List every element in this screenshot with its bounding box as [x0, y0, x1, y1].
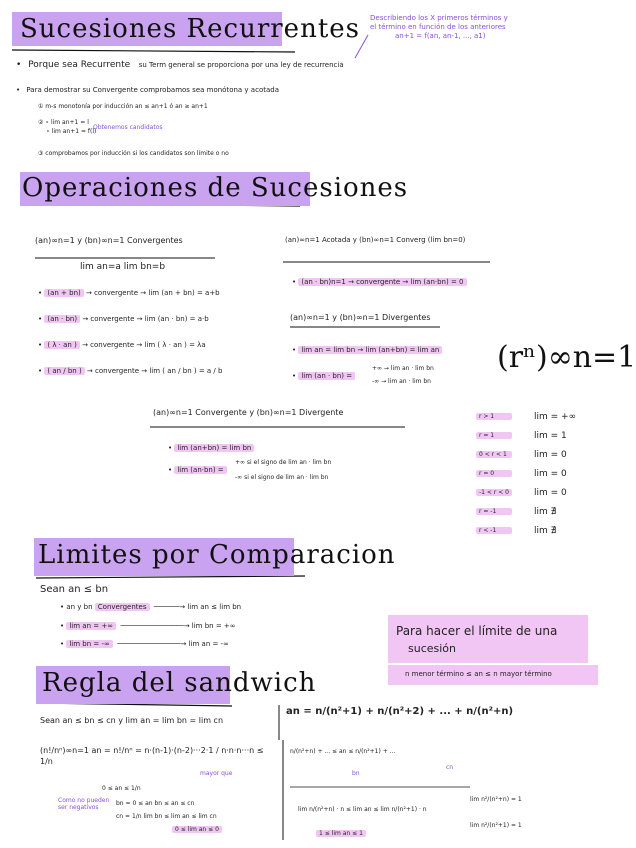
ops-row-3-expr: ( λ · an ): [44, 341, 79, 349]
sand-final: 1 ≤ lim an ≤ 1: [316, 830, 366, 837]
rn-row: [476, 445, 596, 464]
ops-right-row-text: (an · bn)n=1 → convergente → lim (an·bn) = 0: [298, 278, 466, 286]
comp-c1c: lim an ≤ lim bn: [187, 603, 242, 611]
rn-lim: lim = 0: [534, 468, 567, 479]
ops-div-1: • lim an = lim bn → lim (an+bn) = lim an: [292, 346, 442, 355]
sand-z4: 0 ≤ lim an ≤ 0: [172, 826, 222, 833]
ops-row-1: • (an + bn) → convergente → lim (an + bn) = a+b: [38, 289, 220, 297]
ops-rows: [38, 289, 222, 393]
rn-row: [476, 426, 596, 445]
ops-lims: lim an=a lim bn=b: [80, 262, 166, 272]
comp-c1b: Convergentes: [95, 603, 150, 611]
comp-row-3: • lim bn = -∞ ───────────────→ lim an = -∞: [60, 640, 229, 648]
intro-step-2a: ② ∘ lim an+1 = l: [38, 119, 89, 126]
rn-cond: -1 < r < 0: [476, 489, 512, 496]
intro-step-2b: ∘ lim an+1 = f(l): [46, 128, 97, 135]
ops-right-row: • (an · bn)n=1 → convergente → lim (an·bn) = 0: [292, 278, 467, 287]
comp-row-1: • an y bn Convergentes ──────→ lim an ≤ lim bn: [60, 603, 242, 611]
ops-row-3-res: → convergente → lim ( λ · an ) = λa: [82, 341, 206, 349]
sand-cn-label: cn: [446, 764, 454, 771]
rn-lim: lim = 0: [534, 487, 567, 498]
rn-lim: lim ∄: [534, 506, 557, 517]
comp-c2c: lim bn = +∞: [191, 622, 236, 630]
rn-cond: r > 1: [476, 413, 512, 420]
comp-note-3: n menor término ≤ an ≤ n mayor término: [405, 670, 552, 678]
ops-head-div: (an)∞n=1 y (bn)∞n=1 Divergentes: [290, 313, 431, 322]
intro-b1a: Porque sea Recurrente: [28, 60, 131, 70]
ops-mid-1: • lim (an+bn) = lim bn: [168, 444, 254, 453]
ops-row-4-res: → convergente → lim ( an / bn ) = a / b: [86, 367, 223, 375]
top-note-line3: an+1 = f(an, an-1, ..., a1): [395, 32, 486, 40]
sand-r1: n/(n²+n) + ... ≤ an ≤ n/(n²+1) + ...: [290, 748, 396, 755]
comp-note-1: Para hacer el límite de una: [396, 624, 558, 638]
sand-z2: bn = 0 ≤ an bn ≤ an ≤ cn: [116, 800, 195, 807]
top-note: [370, 14, 570, 41]
intro-b1b: su Term general se proporciona por una ley de recurrencia: [138, 61, 344, 69]
sand-z1: 0 ≤ an ≤ 1/n: [102, 785, 141, 792]
rn-row: [476, 521, 596, 540]
ops-row-2-res: → convergente → lim (an · bn) = a·b: [82, 315, 209, 323]
comp-c3c: lim an = -∞: [188, 640, 229, 648]
title-operaciones: Operaciones de Sucesiones: [22, 173, 409, 203]
ops-head-mid: (an)∞n=1 Convergente y (bn)∞n=1 Divergente: [153, 408, 344, 417]
ops-div-2c: -∞ → lim an · lim bn: [372, 378, 431, 385]
rn-lim: lim = +∞: [534, 411, 577, 422]
intro-step-3: ③ comprobamos por inducción si los candidatos son límite o no: [38, 150, 229, 157]
intro-b2: Para demostrar su Convergente comprobamos sea monótona y acotada: [26, 86, 279, 94]
ops-mid-2: • lim (an·bn) =: [168, 466, 227, 475]
sand-r2: lim n/(n²+n) · n ≤ lim an ≤ lim n/(n²+1) · n: [298, 806, 427, 813]
rn-row: [476, 502, 596, 521]
sand-bn-label: bn: [352, 770, 360, 777]
rn-lim: lim = 0: [534, 449, 567, 460]
sand-r3: lim n²/(n²+n) = 1: [470, 796, 522, 803]
intro-step-1: ① m-s monotonía por inducción an ≤ an+1 ó an ≥ an+1: [38, 103, 208, 110]
ops-mid-2c: -∞ si el signo de lim an · lim bn: [235, 474, 329, 481]
rn-lim: lim = 1: [534, 430, 567, 441]
intro-bullet-1: [16, 60, 344, 70]
rn-row: [476, 483, 596, 502]
sand-mayor: mayor que: [200, 770, 233, 777]
ops-row-4-expr: ( an / bn ): [44, 367, 84, 375]
ops-head-right: (an)∞n=1 Acotada y (bn)∞n=1 Converg (lim bn=0): [285, 236, 466, 244]
intro-bullet-2: [16, 86, 279, 95]
rn-cond: r = 1: [476, 432, 512, 439]
ops-row-3: • ( λ · an ) → convergente → lim ( λ · an ) = λa: [38, 341, 206, 349]
comp-note-box: [388, 615, 588, 663]
rn-row: [476, 407, 596, 426]
rn-row: [476, 464, 596, 483]
comp-c3a: lim bn = -∞: [66, 640, 113, 648]
ops-row-1-expr: (an + bn): [44, 289, 83, 297]
sand-como: Como no pueden ser negativos: [58, 797, 110, 811]
ops-mid-1-text: lim (an+bn) = lim bn: [174, 444, 254, 452]
ops-div-2-text: lim (an · bn) =: [298, 372, 355, 380]
top-note-line1: Describiendo los X primeros términos y: [370, 14, 508, 22]
ops-row-2: • (an · bn) → convergente → lim (an · bn) = a·b: [38, 315, 209, 323]
title-regla-sandwich: Regla del sandwich: [42, 668, 317, 698]
sand-an-def: an = n/(n²+1) + n/(n²+2) + ... + n/(n²+n): [286, 706, 514, 717]
sand-ex-left: (n!/nⁿ)∞n=1 an = n!/nⁿ = n·(n-1)·(n-2)···2·1 / n·n·n···n ≤ 1/n: [40, 746, 264, 766]
title-sucesiones-recurrentes: Sucesiones Recurrentes: [20, 14, 360, 44]
ops-row-1-res: → convergente → lim (an + bn) = a+b: [85, 289, 220, 297]
comp-c2a: lim an = +∞: [66, 622, 116, 630]
title-limites-comparacion: Limites por Comparacion: [38, 540, 396, 570]
rn-lim: lim ∄: [534, 525, 557, 536]
ops-div-1-text: lim an = lim bn → lim (an+bn) = lim an: [298, 346, 442, 354]
rn-table: [476, 407, 596, 540]
comp-note-2: sucesión: [408, 642, 457, 655]
rn-label: (rⁿ)∞n=1: [497, 340, 636, 375]
ops-head-left: (an)∞n=1 y (bn)∞n=1 Convergentes: [35, 236, 183, 245]
rn-cond: r < -1: [476, 527, 512, 534]
ops-row-2-expr: (an · bn): [44, 315, 80, 323]
ops-div-2: • lim (an · bn) =: [292, 372, 355, 381]
sand-z3: cn = 1/n lim bn ≤ lim an ≤ lim cn: [116, 813, 217, 820]
comp-row-2: • lim an = +∞ ───────────────→ lim bn = +∞: [60, 622, 236, 630]
rn-cond: 0 < r < 1: [476, 451, 512, 458]
sand-sean: Sean an ≤ bn ≤ cn y lim an = lim bn = lim cn: [40, 716, 224, 725]
rn-cond: r = 0: [476, 470, 512, 477]
ops-mid-2-text: lim (an·bn) =: [174, 466, 226, 474]
comp-c1a: an y bn: [66, 603, 93, 611]
ops-div-2b: +∞ → lim an · lim bn: [372, 365, 434, 372]
sand-r4: lim n²/(n²+1) = 1: [470, 822, 522, 829]
ops-mid-2b: +∞ si el signo de lim an · lim bn: [235, 459, 332, 466]
intro-step-2c: Obtenemos candidatos: [93, 124, 163, 131]
comp-sean: Sean an ≤ bn: [40, 584, 109, 595]
ops-row-4: • ( an / bn ) → convergente → lim ( an / bn ) = a / b: [38, 367, 223, 375]
rn-cond: r = -1: [476, 508, 512, 515]
top-note-line2: el término en función de los anteriores: [370, 23, 506, 31]
